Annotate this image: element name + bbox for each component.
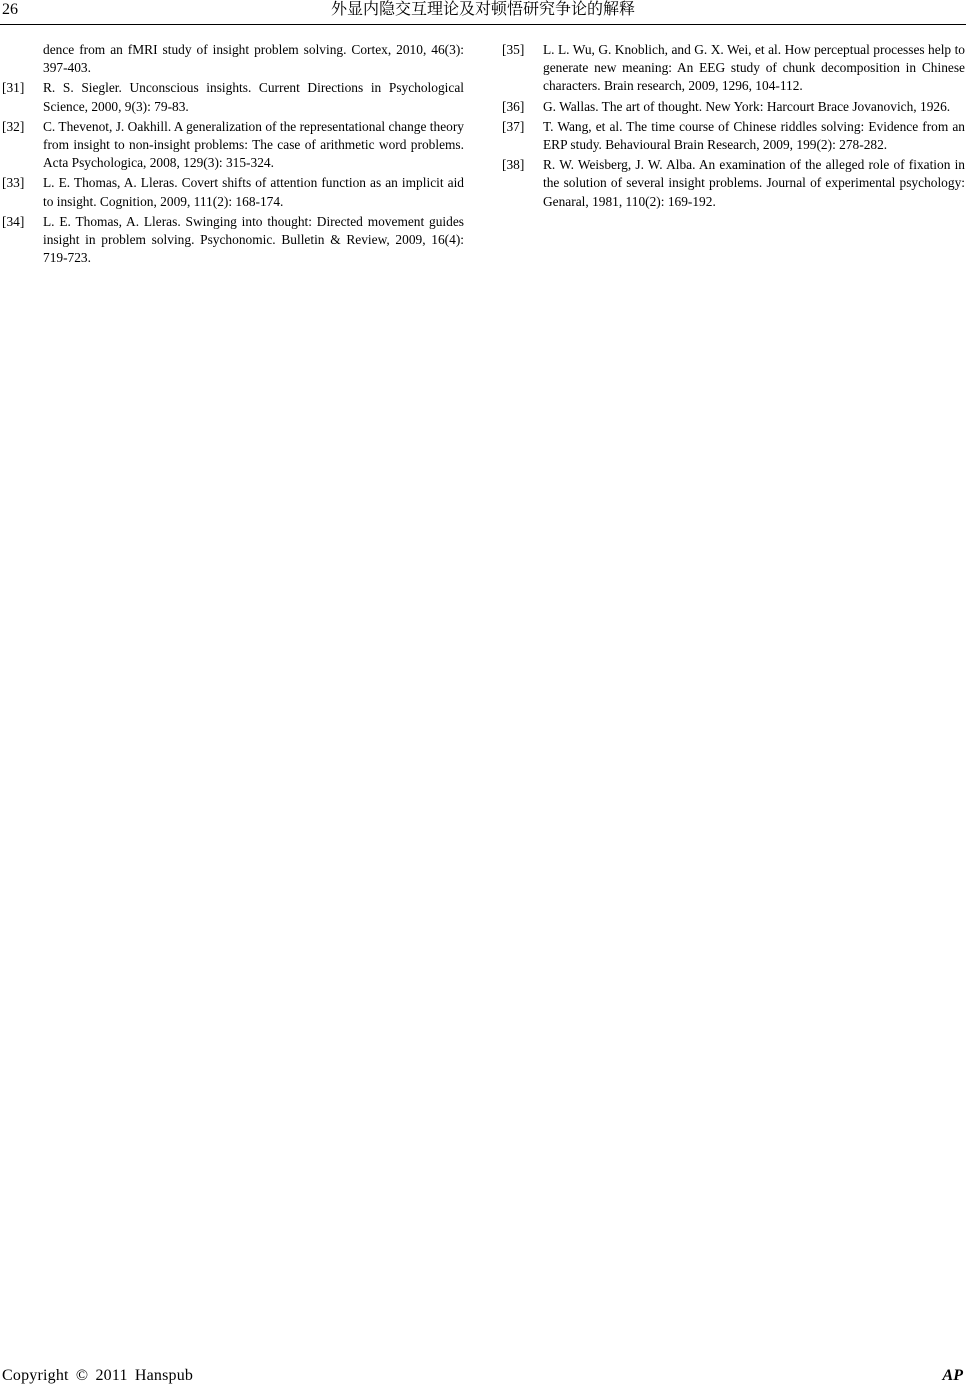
reference-item [0,118,464,173]
reference-text: R. W. Weisberg, J. W. Alba. An examination of the alleged role of fixation in the solution of several insight problems. Journal of experimental psychology: Genaral, 1981, 110(2): 169-192. [543,157,965,209]
header-rule [0,24,966,25]
reference-number: [31] [2,80,25,96]
reference-item [0,213,464,268]
reference-number: [36] [502,98,525,114]
journal-abbreviation: AP [942,1367,963,1384]
reference-item [0,79,464,115]
reference-text: L. L. Wu, G. Knoblich, and G. X. Wei, et al. How perceptual processes help to generate new meaning: An EEG study of chunk decomposition in Chinese characters. Brain research, 2009, 1296, 104-112. [543,42,965,94]
reference-number: [34] [2,213,25,229]
reference-number: [33] [2,175,25,191]
reference-text: dence from an fMRI study of insight problem solving. Cortex, 2010, 46(3): 397-403. [43,42,464,76]
reference-number: [38] [502,157,525,173]
reference-text: R. S. Siegler. Unconscious insights. Current Directions in Psychological Science, 2000, 9(3): 79-83. [43,80,464,114]
reference-text: C. Thevenot, J. Oakhill. A generalization of the representational change theory from insight to non-insight problems: The case of arithmetic word problems. Acta Psychologica, 2008, 129(3): 315-324. [43,118,464,171]
reference-text: L. E. Thomas, A. Lleras. Covert shifts of attention function as an implicit aid to insight. Cognition, 2009, 111(2): 168-174. [43,175,464,209]
left-column [0,41,464,269]
reference-number: [37] [502,118,525,134]
running-title: 外显内隐交互理论及对顿悟研究争论的解释 [330,1,635,18]
right-column [500,41,965,213]
reference-text: G. Wallas. The art of thought. New York: Harcourt Brace Jovanovich, 1926. [543,98,951,114]
page-number: 26 [2,1,18,18]
reference-item [500,98,965,116]
reference-continuation [0,41,464,77]
reference-item [500,156,965,211]
reference-number: [35] [502,42,525,57]
reference-item [500,118,965,154]
reference-number: [32] [2,118,25,134]
reference-item [500,41,965,96]
reference-text: L. E. Thomas, A. Lleras. Swinging into thought: Directed movement guides insight in problem solving. Psychonomic. Bulletin & Review, 2009, 16(4): 719-723. [43,213,464,266]
copyright-notice: Copyright © 2011 Hanspub [2,1367,194,1384]
reference-text: T. Wang, et al. The time course of Chinese riddles solving: Evidence from an ERP study. Behavioural Brain Research, 2009, 199(2): 278-282. [543,118,965,153]
reference-item [0,174,464,210]
